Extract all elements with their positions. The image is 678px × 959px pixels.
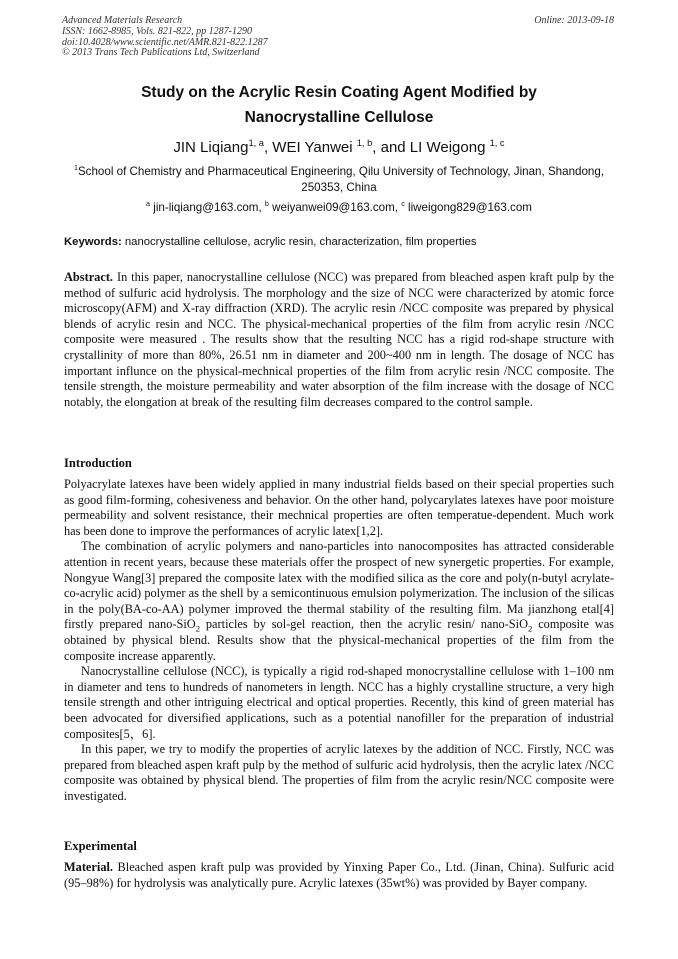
email-b-sup: b (264, 199, 269, 209)
email-c: liweigong829@163.com (404, 201, 532, 214)
doi-line: doi:10.4028/www.scientific.net/AMR.821-822.1287 (62, 36, 268, 48)
email-a-sup: a (146, 199, 151, 209)
introduction-heading: Introduction (64, 456, 132, 470)
author-jin: JIN Liqiang (173, 139, 249, 156)
title-line-2: Nanocrystalline Cellulose (244, 109, 434, 126)
intro-paragraph-2 (64, 539, 614, 664)
online-date: Online: 2013-09-18 (534, 15, 614, 26)
author-wei: , WEI Yanwei (263, 139, 357, 156)
intro-p2-part-a: The combination of acrylic polymers and nano-particles into nanocomposites has attracted considerable attention in recent years, because these materials offer the prospect of new synergetic properties. For example, Nongyue Wang[3] prepared the composite latex with the modified silica as the core and poly(n-butyl acrylate-co-acrylic acid) polymer as the shell by a semicontinuous emulsion polymerization. The inclusion of the silicas in the poly(BA-co-AA) polymer improved the thermal stability of the resulting film. Ma jianzhong etal[4] firstly prepared nano-SiO (64, 539, 614, 632)
journal-name: Advanced Materials Research (62, 15, 183, 26)
material-label: Material. (64, 860, 114, 874)
introduction-body (64, 477, 614, 804)
abstract-label: Abstract. (64, 270, 114, 284)
intro-p2-part-c: composite was obtained by physical blend. Results show that the physical-mechanical properties of the film from the composite increase apparently. (64, 617, 614, 663)
intro-paragraph-4: In this paper, we try to modify the properties of acrylic latexes by the addition of NCC. Firstly, NCC was prepared from bleached aspen kraft pulp by the method of sulfuric acid hydrolysis, then the acrylic latex /NCC composite was obtained by physical blend. The properties of film from the acrylic resin/NCC composite were investigated. (64, 742, 614, 803)
sio2-subscript: 2 (528, 623, 533, 634)
material-text: Bleached aspen kraft pulp was provided by Yinxing Paper Co., Ltd. (Jinan, China). Sulfuric acid (95–98%) for hydrolysis was analytically pure. Acrylic latexes (35wt%) was provided by Bayer company. (64, 860, 614, 890)
email-a: jin-liqiang@163.com, (150, 201, 265, 214)
affiliation (64, 164, 614, 196)
experimental-heading: Experimental (64, 839, 137, 853)
paper-title (80, 80, 598, 130)
abstract (64, 270, 614, 410)
abstract-text: In this paper, nanocrystalline cellulose (NCC) was prepared from bleached aspen kraft pulp by the method of sulfuric acid hydrolysis. The morphology and the size of NCC were characterized by atomic force microscopy(AFM) and X-ray diffraction (XRD). The acrylic resin /NCC composite was prepared by physical blends of acrylic resin and NCC. The physical-mechanical properties of the film from acrylic resin /NCC composite were measured . The results show that the resulting NCC has a rigid rod-shape structure with crystallinity of more than 80%, 26.51 nm in diameter and 200~400 nm in length. The dosage of NCC has important influnce on the physical-mechnical properties of the film from acrylic resin /NCC composite. The tensile strength, the moisture permeability and water absorption of the film increase with the dosage of NCC notably, the elongation at break of the resulting film decreases compared to the control sample. (64, 270, 614, 409)
journal-header (62, 16, 462, 59)
intro-paragraph-3: Nanocrystalline cellulose (NCC), is typically a rigid rod-shaped monocrystalline cellulose with 1–100 nm in diameter and tens to hundreds of nanometers in length. NCC has a highly crystalline structure, a very high tensile strength and other intriguing electrical and optical properties. Recently, this kind of green material has been advocated for diversified applications, such as a potential nanofiller for the preparation of industrial composites[5，6]. (64, 664, 614, 741)
author-jin-sup: 1, a (248, 138, 264, 148)
email-c-sup: c (401, 199, 405, 209)
keywords-text: nanocrystalline cellulose, acrylic resin, characterization, film properties (121, 236, 477, 248)
copyright-line: © 2013 Trans Tech Publications Ltd, Switzerland (62, 47, 260, 59)
email-b: weiyanwei09@163.com, (268, 201, 402, 214)
author-li: , and LI Weigong (372, 139, 490, 156)
intro-p2-part-b: particles by sol-gel reaction, then the acrylic resin/ nano-SiO (200, 617, 529, 632)
affiliation-text: School of Chemistry and Pharmaceutical Engineering, Qilu University of Technology, Jinan, Shandong, 250353, China (77, 165, 605, 194)
keywords-label: Keywords: (64, 236, 122, 248)
issn-line: ISSN: 1662-8985, Vols. 821-822, pp 1287-1290 (62, 25, 252, 37)
sio2-subscript: 2 (195, 623, 201, 634)
affiliation-sup: 1 (73, 163, 78, 173)
author-li-sup: 1, c (489, 138, 505, 148)
keywords (64, 234, 614, 250)
title-line-1: Study on the Acrylic Resin Coating Agent Modified by (141, 84, 537, 101)
intro-paragraph-1: Polyacrylate latexes have been widely applied in many industrial fields based on their special properties such as good film-forming, cohesiveness and behavior. On the other hand, polycarylates latexes have poor moisture permeability and solvent resistance, their mechnical properties are often temperatue-dependent. Much work has been done to improve the performances of acrylic latex[1,2]. (64, 477, 614, 538)
material-paragraph (64, 860, 614, 891)
author-emails (64, 200, 614, 216)
author-wei-sup: 1, b (356, 138, 373, 148)
author-list (40, 138, 638, 158)
